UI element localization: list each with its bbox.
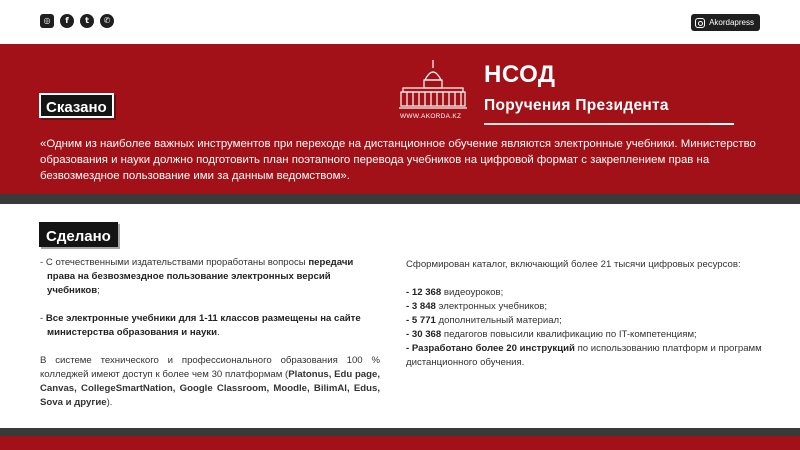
title-underline xyxy=(484,123,710,125)
instagram-handle[interactable] xyxy=(691,14,760,31)
catalog-intro: Сформирован каталог, включающий более 21 тысячи цифровых ресурсов: xyxy=(406,259,741,270)
facebook-icon[interactable]: f xyxy=(60,14,74,28)
top-bar xyxy=(0,0,800,44)
item-bold-text: - 12 368 xyxy=(406,287,442,298)
divider-strip xyxy=(0,194,800,204)
bottom-strip xyxy=(0,428,800,436)
item-text: дополнительный материал; xyxy=(435,315,562,326)
list-item xyxy=(40,312,380,340)
president-quote: «Одним из наиболее важных инструментов при переходе на дистанционное обучение являются электронные учебники. Министерство образования и науки должно подготовить план поэтапного перевода учебников на цифровой формат с закреплением прав на безвозмездное пользование ими за данным ведомством». xyxy=(40,138,756,182)
list-item xyxy=(406,286,766,300)
item-text: по использованию платформ и программ дистанционного обучения. xyxy=(406,343,762,368)
paragraph-bold-text: Platonus, Edu page, Canvas, CollegeSmartNation, Google Classroom, Moodle, BilimAl, Edus, Sova и другие xyxy=(40,369,381,408)
item-text: - xyxy=(40,313,46,324)
title-underline-accent xyxy=(710,123,734,125)
item-text: видеоуроков; xyxy=(441,287,504,298)
item-bold-text: - 3 848 xyxy=(406,301,436,312)
bottom-band xyxy=(0,436,800,450)
twitter-icon[interactable]: t xyxy=(80,14,94,28)
item-text: электронных учебников; xyxy=(435,301,548,312)
instagram-icon xyxy=(695,18,705,28)
item-bold-text: - 5 771 xyxy=(406,315,436,326)
list-item xyxy=(406,342,766,370)
instagram-icon[interactable]: ◎ xyxy=(40,14,54,28)
list-item xyxy=(406,300,766,314)
said-label: Сказано xyxy=(39,93,114,118)
item-bold-text: передачи права на безвозмездное пользование электронных версий учебников xyxy=(47,257,354,296)
item-bold-text: - Разработано более 20 инструкций xyxy=(406,343,575,354)
item-bold-text: - 30 368 xyxy=(406,329,442,340)
paragraph-text: В системе технического и профессионального образования 100 % колледжей имеют доступ к более чем 30 платформам ( xyxy=(40,355,380,380)
item-text-end: . xyxy=(217,327,220,338)
item-text: педагогов повысили квалификацию по IT-компетенциям; xyxy=(441,329,697,340)
handle-text: Akordapress xyxy=(709,18,754,27)
whatsapp-icon[interactable]: ✆ xyxy=(100,14,114,28)
item-bold-text: Все электронные учебники для 1-11 классов размещены на сайте министерства образования и науки xyxy=(45,313,361,338)
paragraph-text-end: ). xyxy=(106,397,113,408)
site-url: WWW.AKORDA.KZ xyxy=(400,113,462,120)
page-title: НСОД xyxy=(484,61,556,88)
done-right-column xyxy=(406,258,766,370)
list-item xyxy=(406,314,766,328)
colleges-paragraph xyxy=(40,354,380,410)
social-icons xyxy=(40,14,114,28)
page-subtitle: Поручения Президента xyxy=(484,97,669,114)
item-text-end: ; xyxy=(97,285,100,296)
done-label: Сделано xyxy=(39,222,118,247)
list-item xyxy=(40,256,380,298)
item-text: - С отечественными издательствами проработаны вопросы xyxy=(40,257,309,268)
list-item xyxy=(406,328,766,342)
done-left-column xyxy=(40,256,380,424)
